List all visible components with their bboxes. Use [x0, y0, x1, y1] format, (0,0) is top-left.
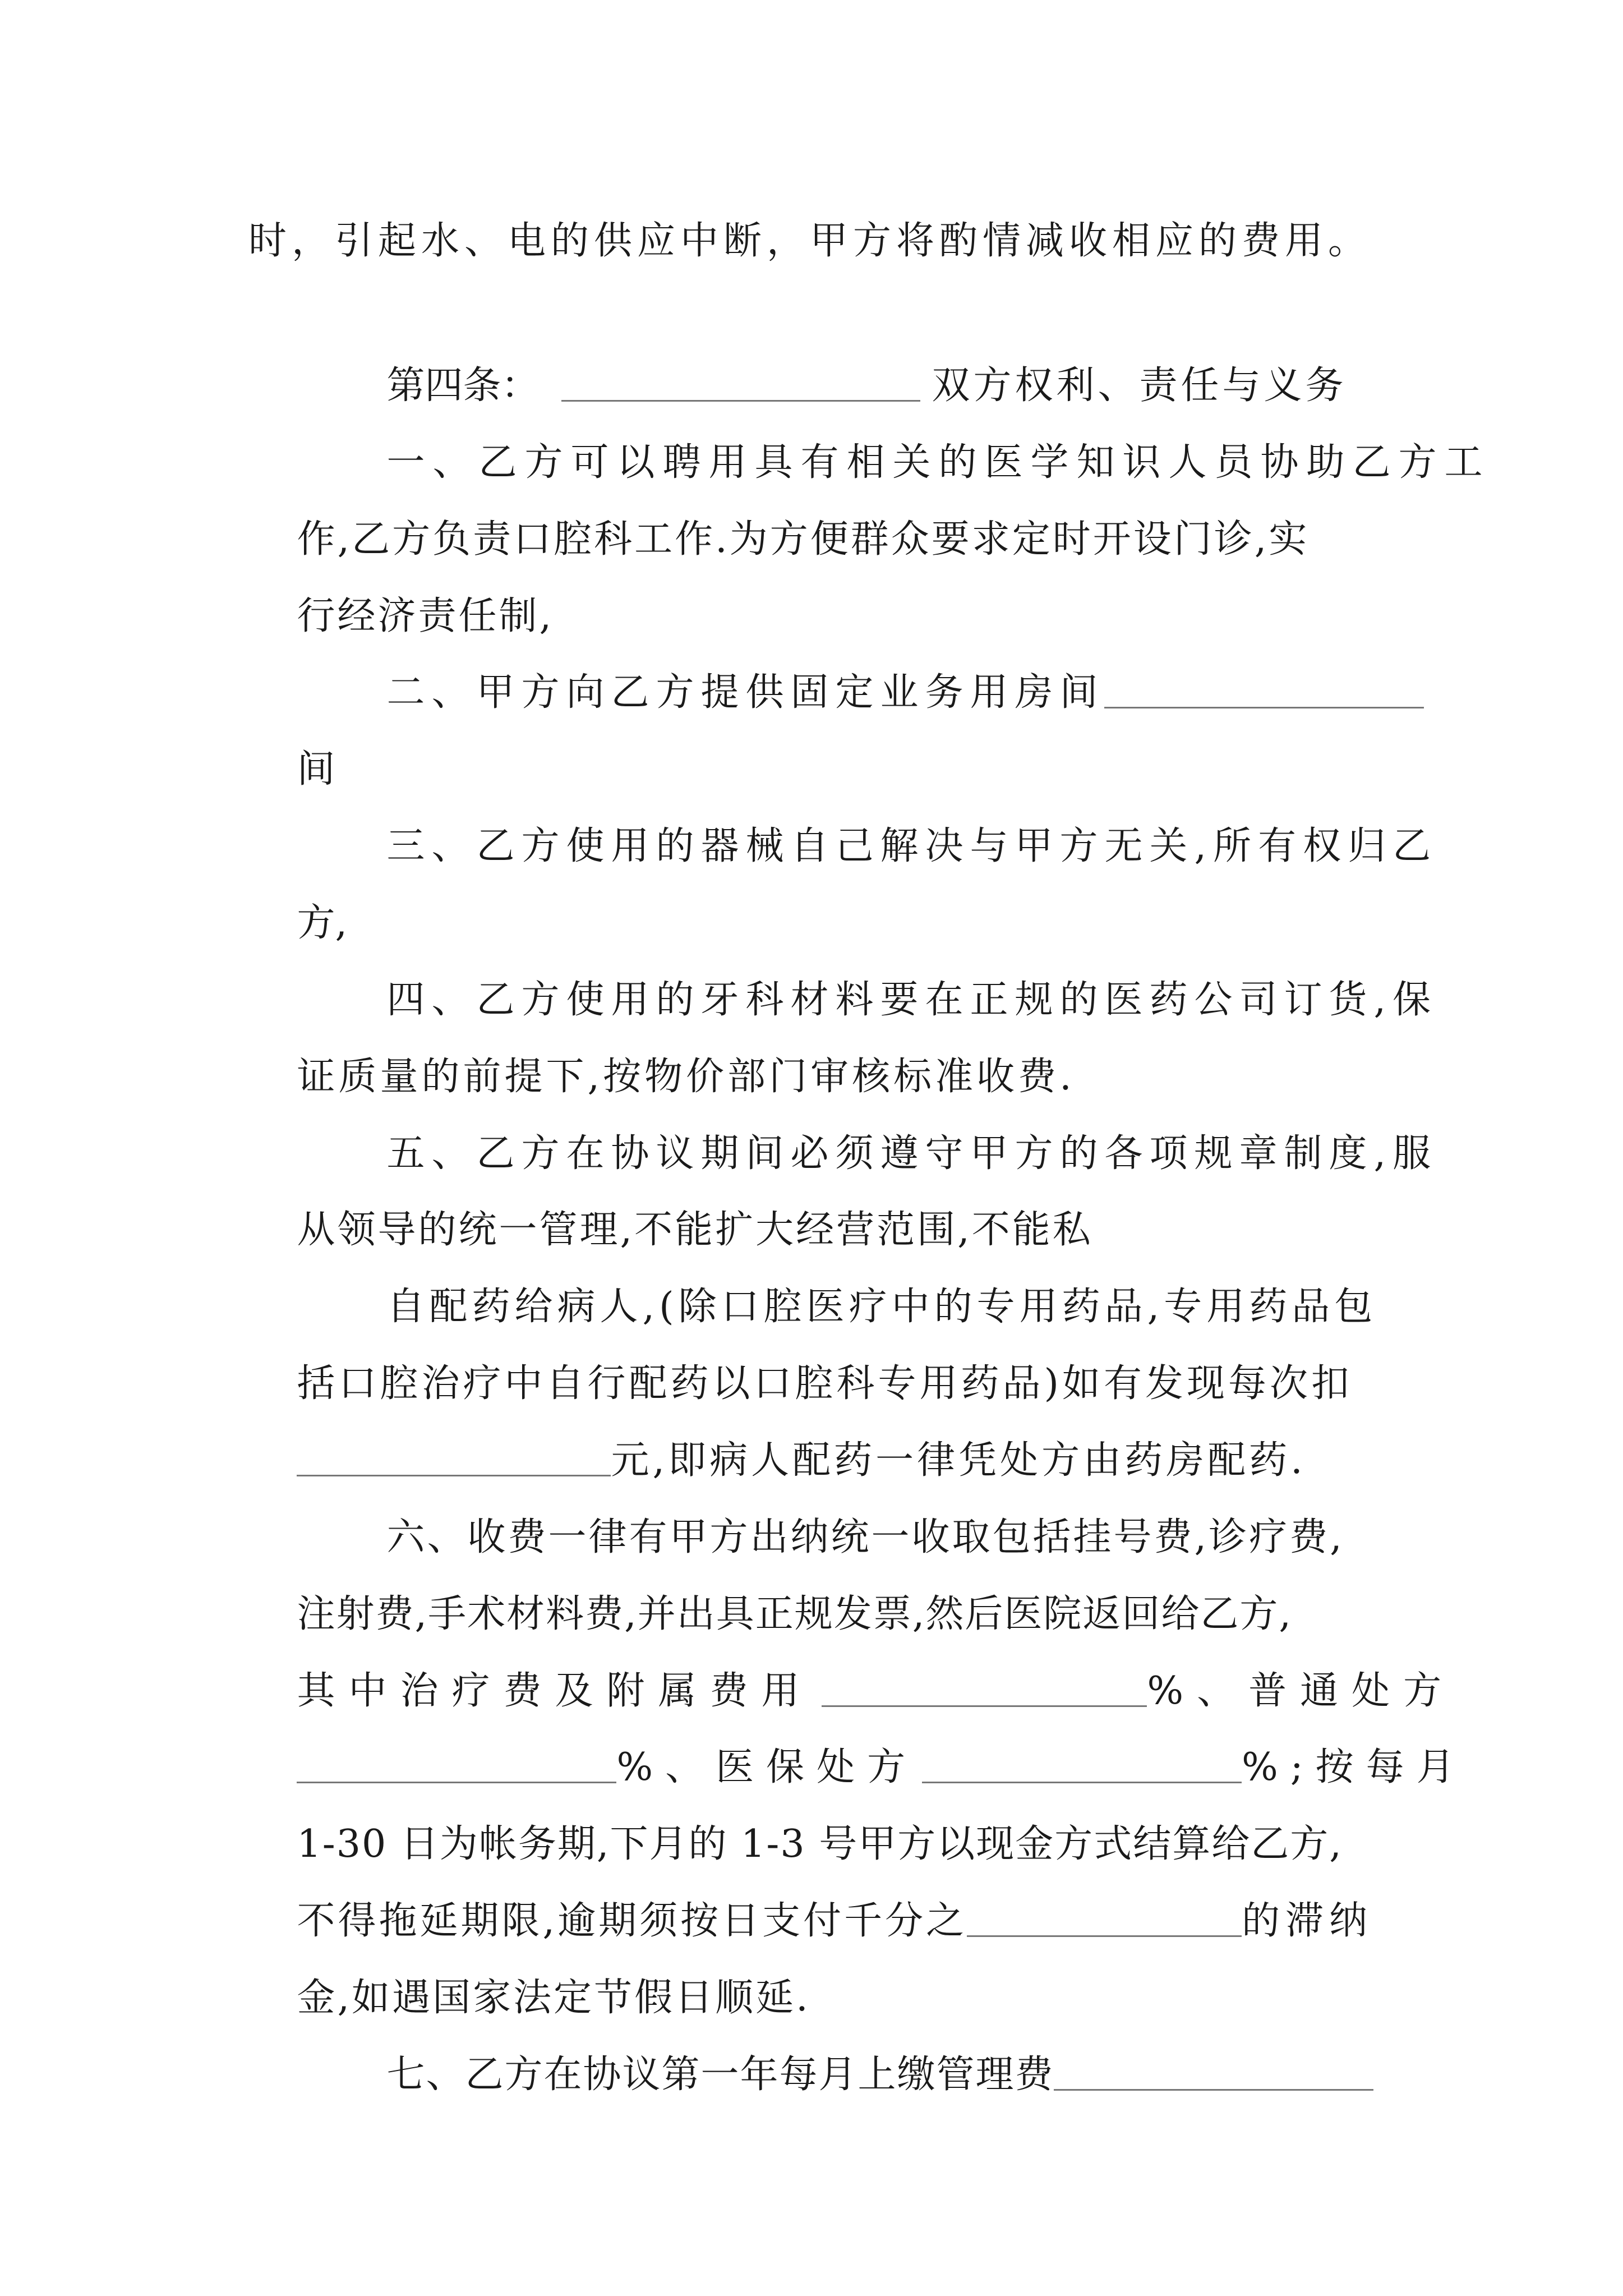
text-line — [248, 1974, 1381, 2097]
text-line — [248, 516, 1381, 638]
text-content: 方, — [297, 901, 348, 945]
text-line — [248, 1743, 1381, 1866]
text-line — [248, 1283, 1381, 1406]
text-content: 作,乙方负责口腔科工作.为方便群众要求定时开设门诊,实 — [297, 517, 1310, 562]
text-content: 三、乙方使用的器械自己解决与甲方无关,所有权归乙 — [386, 824, 1438, 868]
text-content: 注射费,手术材料费,并出具正规发票,然后医院返回给乙方, — [297, 1592, 1292, 1636]
text-line — [248, 746, 1438, 868]
text-content: 括口腔治疗中自行配药以口腔科专用药品)如有发现每次扣 — [297, 1361, 1353, 1406]
text-content: 自配药给病人,(除口腔医疗中的专用药品,专用药品包 — [386, 1285, 1377, 1329]
text-content: %;按每月 — [1242, 1745, 1467, 1789]
blank-field[interactable] — [1054, 2055, 1373, 2091]
text-content: 其中治疗费及附属费用 — [297, 1669, 813, 1713]
text-line — [248, 1513, 1381, 1636]
text-content: 五、乙方在协议期间必须遵守甲方的各项规章制度,服 — [386, 1131, 1438, 1176]
article-number: 第四条： — [386, 364, 540, 408]
text-line — [248, 669, 1381, 792]
text-line — [248, 822, 1381, 945]
text-content: 四、乙方使用的牙科材料要在正规的医药公司订货,保 — [386, 978, 1438, 1022]
text-content: 时，引起水、电的供应中断，甲方将酌情减收相应的费用。 — [248, 219, 1372, 263]
text-line — [248, 1360, 1381, 1483]
text-line — [248, 439, 1381, 562]
text-line — [248, 362, 1491, 485]
text-content: 1-30 日为帐务期,下月的 1-3 号甲方以现金方式结算给乙方, — [297, 1822, 1343, 1866]
text-content: 从领导的统一管理,不能扩大经营范围,不能私 — [297, 1208, 1093, 1252]
text-content: 间 — [297, 747, 335, 792]
text-content: %、普通处方 — [1147, 1669, 1455, 1713]
text-content: 元,即病人配药一律凭处方由药房配药. — [611, 1438, 1306, 1483]
text-content: 不得拖延期限,逾期须按日支付千分之 — [297, 1899, 967, 1943]
text-content: 二、甲方向乙方提供固定业务用房间 — [386, 670, 1105, 715]
text-content: 行经济责任制, — [297, 594, 554, 638]
text-line — [248, 1129, 1381, 1252]
text-line — [248, 899, 1438, 1022]
text-line — [248, 1437, 1381, 1559]
text-line — [248, 1206, 1381, 1329]
text-line — [248, 1590, 1455, 1713]
text-content: 金,如遇国家法定节假日顺延. — [297, 1976, 810, 2020]
text-content: 一、乙方可以聘用具有相关的医学知识人员协助乙方工 — [386, 440, 1491, 485]
text-content: %、医保处方 — [616, 1745, 918, 1789]
text-content: 六、收费一律有甲方出纳统一收取包括挂号费,诊疗费, — [386, 1515, 1344, 1559]
text-content: 的滞纳 — [1242, 1899, 1373, 1943]
article-heading — [248, 285, 1381, 408]
text-line — [248, 1667, 1467, 1789]
text-content: 七、乙方在协议第一年每月上缴管理费 — [386, 2053, 1054, 2097]
text-line — [248, 976, 1381, 1099]
text-line — [248, 1053, 1438, 1176]
text-line — [248, 1897, 1381, 2020]
text-line — [248, 592, 1381, 715]
text-content: 证质量的前提下,按物价部门审核标准收费. — [297, 1055, 1075, 1099]
text-line — [248, 208, 1381, 275]
article-title: 双方权利、责任与义务 — [932, 364, 1347, 408]
text-line — [248, 1820, 1381, 1943]
